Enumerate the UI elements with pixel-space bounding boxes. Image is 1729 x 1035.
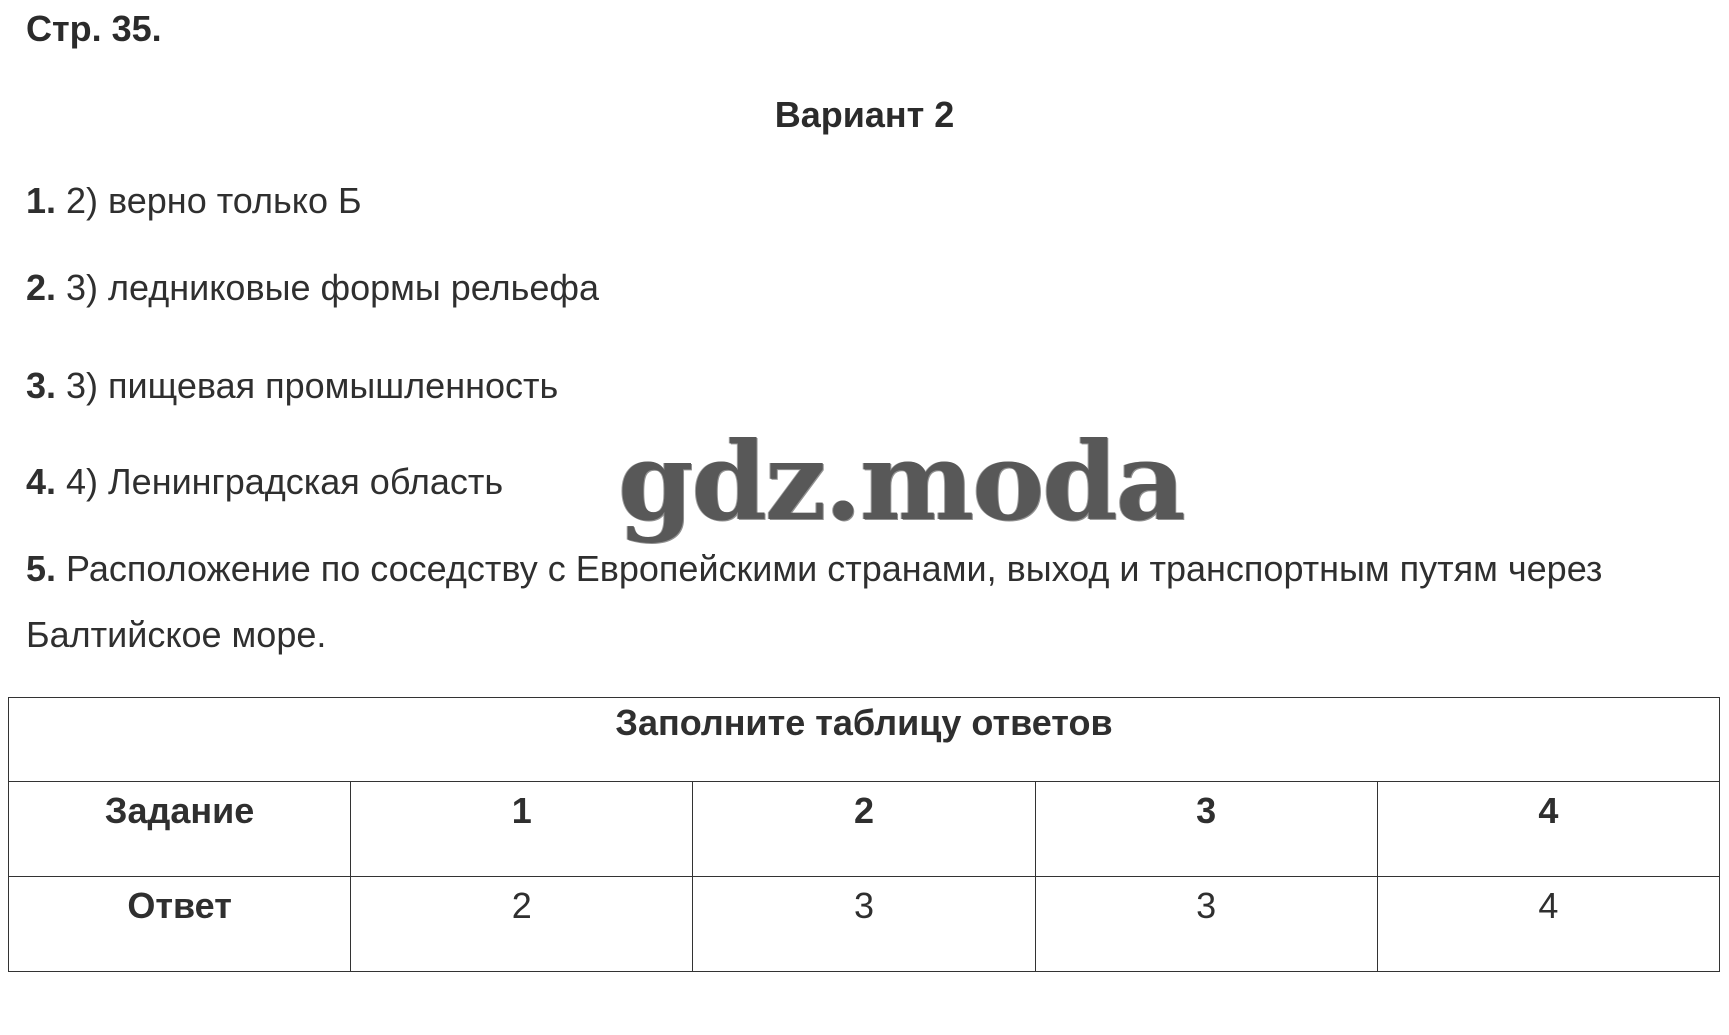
watermark-logo: gdz.moda — [618, 419, 1184, 545]
task-number-cell: 1 — [351, 782, 693, 877]
row-label-answer: Ответ — [9, 877, 351, 972]
answer-number: 3. — [26, 365, 57, 406]
task-number-cell: 3 — [1035, 782, 1377, 877]
answer-item-1 — [26, 168, 362, 234]
answer-value-cell: 3 — [693, 877, 1035, 972]
answers-table — [8, 697, 1720, 972]
answer-number: 5. — [26, 548, 57, 589]
variant-title-text: Вариант 2 — [774, 94, 955, 135]
answer-number: 1. — [26, 180, 57, 221]
answer-item-4 — [26, 449, 503, 515]
answer-item-3 — [26, 353, 558, 419]
answer-item-5 — [26, 536, 1666, 668]
table-row-answers — [9, 877, 1720, 972]
answer-text: 3) ледниковые формы рельефа — [66, 267, 600, 308]
answer-value-cell: 3 — [1035, 877, 1377, 972]
page-reference: Стр. 35. — [26, 8, 162, 49]
variant-title — [0, 94, 1729, 136]
answer-text: 4) Ленинградская область — [66, 461, 504, 502]
row-label-task: Задание — [9, 782, 351, 877]
table-caption-row — [9, 698, 1720, 782]
table-caption: Заполните таблицу ответов — [9, 698, 1720, 782]
answer-text: Расположение по соседству с Европейскими странами, выход и транспортным путям через Балтийское море. — [26, 548, 1603, 655]
answer-text: 3) пищевая промышленность — [66, 365, 559, 406]
answer-text: 2) верно только Б — [66, 180, 362, 221]
answer-value-cell: 2 — [351, 877, 693, 972]
answer-number: 4. — [26, 461, 57, 502]
answer-item-2 — [26, 255, 599, 321]
task-number-cell: 4 — [1377, 782, 1719, 877]
answer-value-cell: 4 — [1377, 877, 1719, 972]
table-row-tasks — [9, 782, 1720, 877]
answer-number: 2. — [26, 267, 57, 308]
task-number-cell: 2 — [693, 782, 1035, 877]
